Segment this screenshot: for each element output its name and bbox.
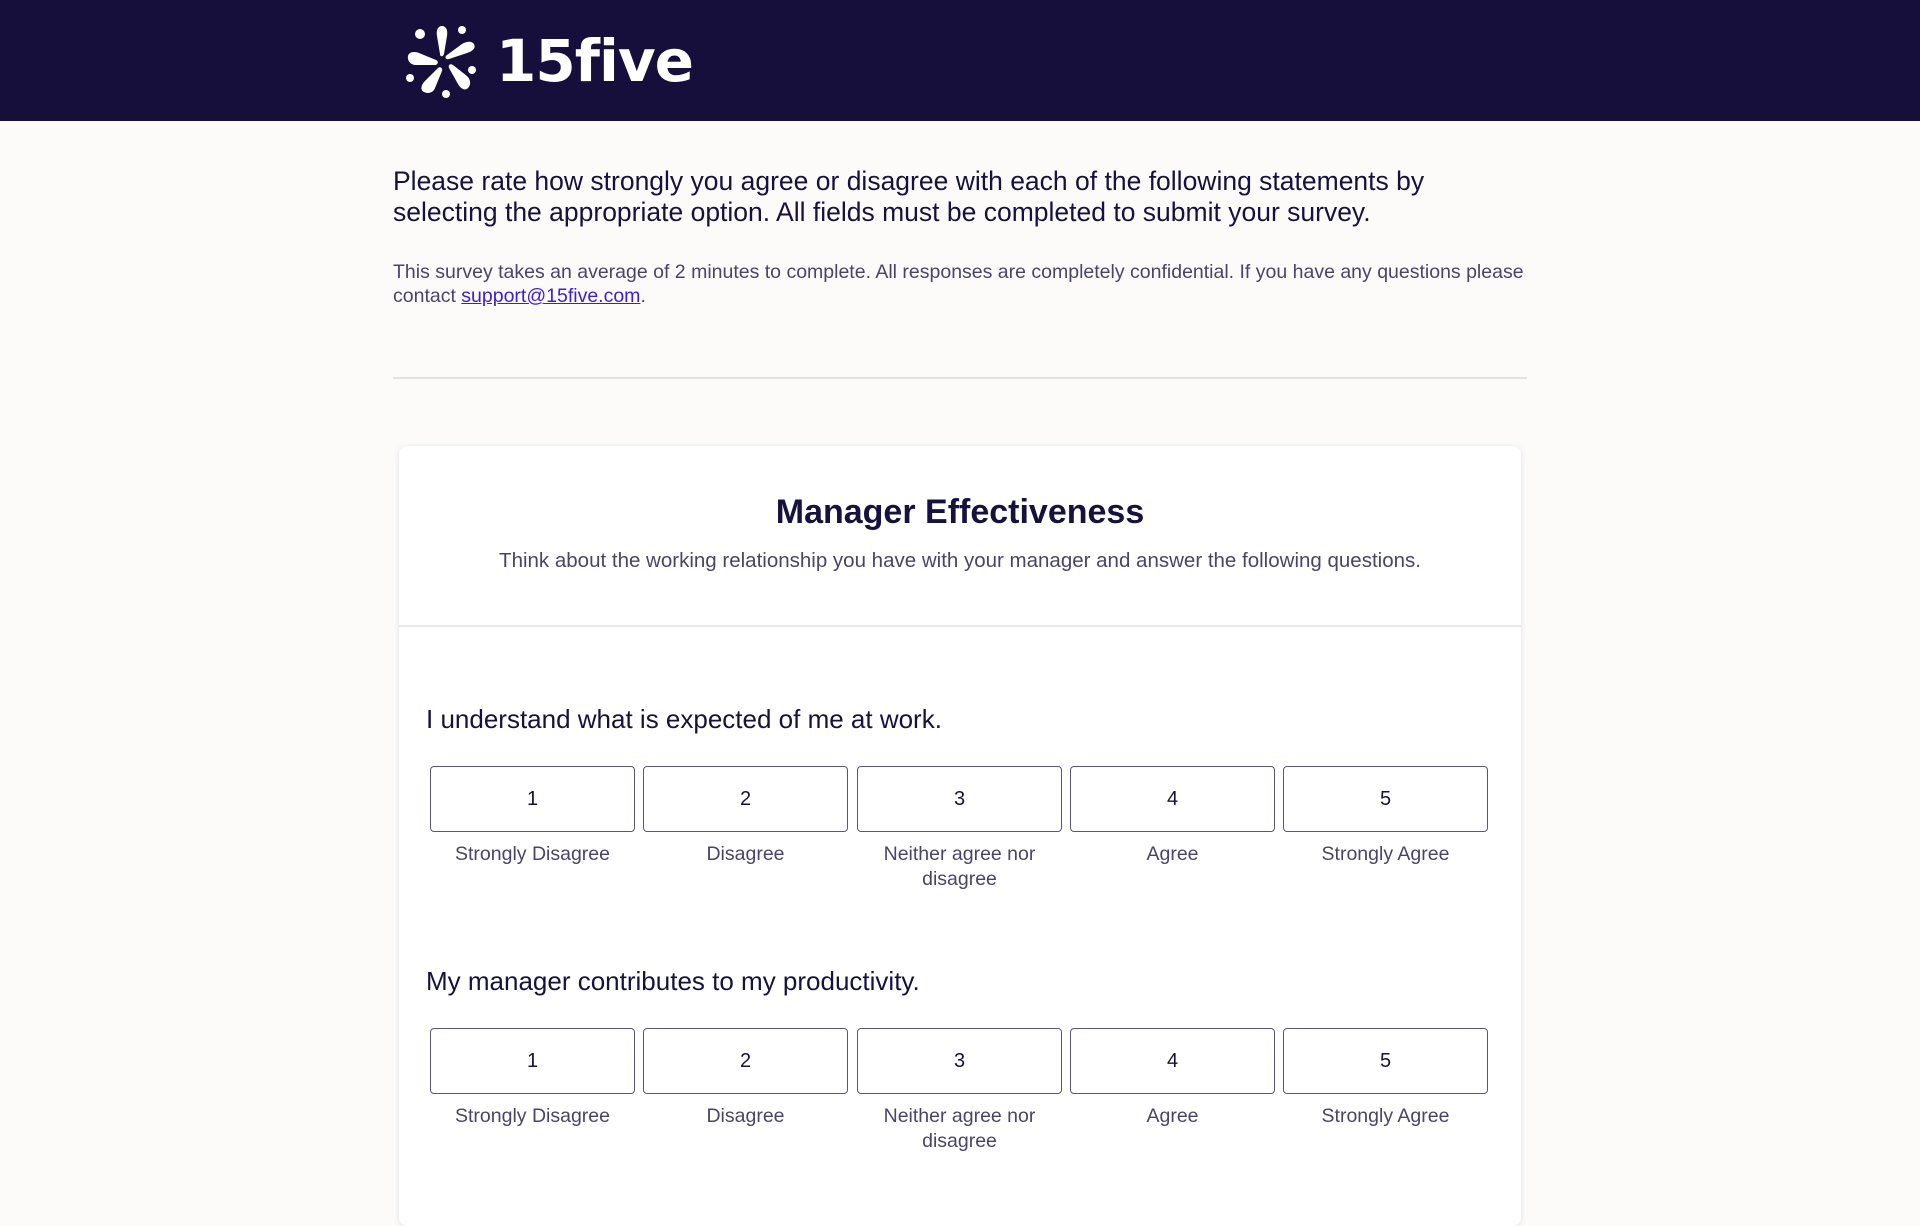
rating-button-5[interactable]: 5 <box>1283 766 1488 832</box>
rating-label: Strongly Disagree <box>455 843 610 865</box>
divider <box>393 377 1527 379</box>
rating-label: Neither agree nor disagree <box>883 1105 1036 1152</box>
question-text: My manager contributes to my productivity. <box>426 966 920 996</box>
rating-option-2 <box>643 766 848 867</box>
rating-option-3 <box>857 1028 1062 1154</box>
brand-name: 15five <box>496 27 693 95</box>
section-description: Think about the working relationship you have with your manager and answer the following questions. <box>499 549 1421 572</box>
rating-option-1 <box>430 766 635 867</box>
top-bar <box>0 0 1920 121</box>
rating-button-1[interactable]: 1 <box>430 1028 635 1094</box>
rating-option-5 <box>1283 1028 1488 1129</box>
rating-option-4 <box>1070 1028 1275 1129</box>
rating-button-1[interactable]: 1 <box>430 766 635 832</box>
rating-label: Strongly Agree <box>1321 843 1450 865</box>
starburst-logo-icon <box>402 22 482 100</box>
rating-button-4[interactable]: 4 <box>1070 1028 1275 1094</box>
survey-note-end: . <box>640 285 646 307</box>
survey-instructions: Please rate how strongly you agree or disagree with each of the following statements by selecting the appropriate option. All fields must be completed to submit your survey. <box>393 166 1425 227</box>
rating-option-5 <box>1283 766 1488 867</box>
brand-logo[interactable] <box>402 22 693 100</box>
rating-label: Disagree <box>706 1105 785 1127</box>
rating-label: Strongly Agree <box>1321 1105 1450 1127</box>
question-2 <box>426 966 1496 1152</box>
rating-button-5[interactable]: 5 <box>1283 1028 1488 1094</box>
rating-option-1 <box>430 1028 635 1129</box>
rating-option-2 <box>643 1028 848 1129</box>
question-1 <box>426 704 1496 890</box>
rating-label: Agree <box>1146 843 1199 865</box>
rating-option-4 <box>1070 766 1275 867</box>
survey-note <box>393 260 1533 308</box>
rating-scale <box>430 766 1492 906</box>
section-header <box>399 446 1521 627</box>
section-title: Manager Effectiveness <box>775 493 1145 531</box>
question-text: I understand what is expected of me at work. <box>426 704 942 734</box>
rating-button-2[interactable]: 2 <box>643 766 848 832</box>
survey-section-card <box>399 446 1521 1226</box>
rating-button-3[interactable]: 3 <box>857 1028 1062 1094</box>
survey-note-text: This survey takes an average of 2 minutes to complete. All responses are completely confidential. If you have any questions please contact <box>393 261 1524 307</box>
rating-button-3[interactable]: 3 <box>857 766 1062 832</box>
rating-button-2[interactable]: 2 <box>643 1028 848 1094</box>
rating-scale <box>430 1028 1492 1168</box>
survey-intro <box>393 166 1533 308</box>
rating-label: Neither agree nor disagree <box>883 843 1036 890</box>
rating-button-4[interactable]: 4 <box>1070 766 1275 832</box>
rating-label: Strongly Disagree <box>455 1105 610 1127</box>
rating-label: Disagree <box>706 843 785 865</box>
support-email-link[interactable]: support@15five.com <box>461 285 641 307</box>
rating-label: Agree <box>1146 1105 1199 1127</box>
rating-option-3 <box>857 766 1062 892</box>
